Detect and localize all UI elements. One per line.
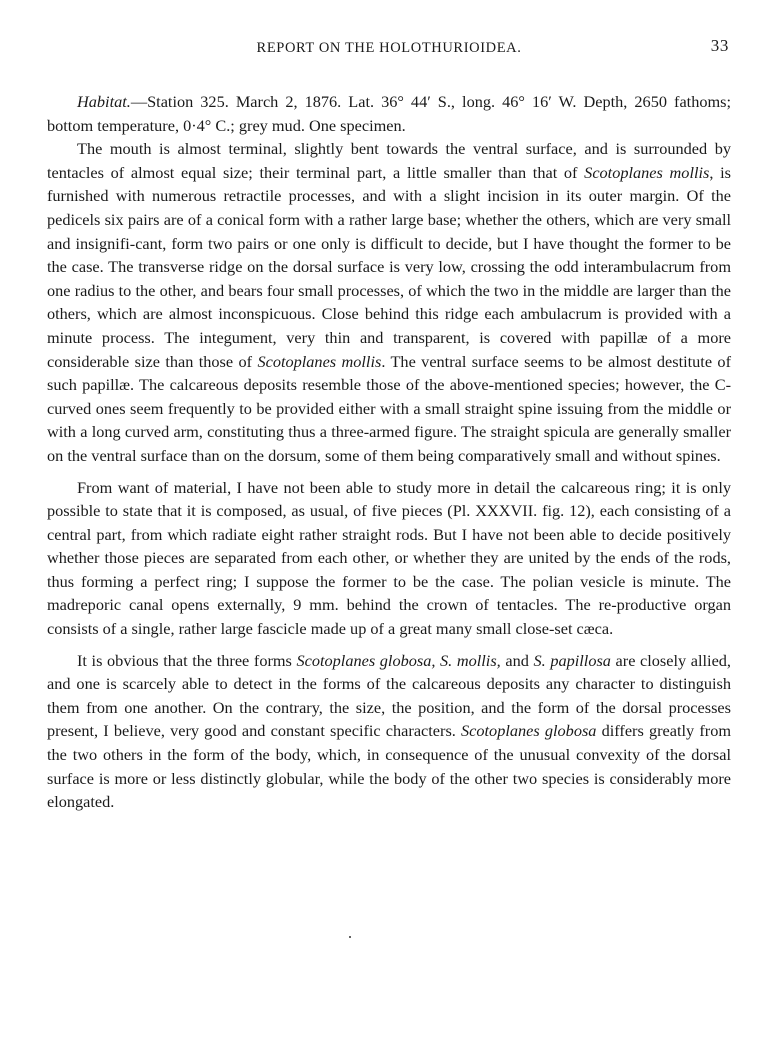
paragraph-habitat — [47, 90, 731, 137]
running-head — [47, 36, 731, 62]
text-run: —Station 325. March 2, 1876. Lat. 36° 44′ S., long. 46° 16′ W. Depth, 2650 fathoms; bottom temperature, 0·4° C.; grey mud. One specimen. — [47, 92, 731, 135]
page — [47, 36, 731, 814]
text-run: The mouth is almost terminal, slightly bent towards the ventral surface, and is surrounded by tentacles of almost equal size; their terminal part, a little smaller than that of — [47, 139, 731, 182]
paragraph-comparison — [47, 649, 731, 814]
text-run: . The ventral surface seems to be almost destitute of such papillæ. The calcareous deposits resemble those of the above-mentioned species; however, the C-curved ones seem frequently to be provided either with a small straight spine issuing from the middle or with a long curved arm, constituting thus a three-armed figure. The straight spicula are generally smaller on the ventral surface than on the dorsum, some of them being comparatively small and without spines. — [47, 351, 731, 465]
italic-run: S. papillosa — [533, 650, 611, 670]
text-run: and — [500, 650, 534, 670]
italic-run: Scotoplanes globosa, S. mollis, — [296, 650, 501, 670]
text-run: From want of material, I have not been able to study more in detail the calcareous ring; it is only possible to state that it is composed, as usual, of five pieces (Pl. XXXVII. fig. 12), each consisting of a central part, from which radiate eight rather straight rods. But I have not been able to decide positively whether those pieces are separated from each other, or whether they are united by the ends of the rods, thus forming a perfect ring; I suppose the former to be the case. The polian vesicle is minute. The madreporic canal opens externally, 9 mm. behind the crown of tentacles. The re-productive organ consists of a single, rather large fascicle made up of a great many small close-set cæca. — [47, 477, 731, 639]
text-run: , is furnished with numerous retractile processes, and with a slight incision in its outer margin. Of the pedicels six pairs are of a conical form with a rather large base; whether the others, which are very small and insignifi-cant, form two pairs or one only is difficult to decide, but I have thought the former to be the case. The transverse ridge on the dorsal surface is very low, crossing the odd interambulacrum from one radius to the other, and bears four small processes, of which the two in the middle are larger than the others, which are almost inconspicuous. Close behind this ridge each ambulacrum is provided with a minute process. The integument, very thin and transparent, is covered with papillæ of a more considerable size than those of — [47, 162, 731, 371]
italic-run: Scotoplanes globosa — [461, 721, 597, 741]
page-number: 33 — [710, 36, 729, 55]
text-run: differs greatly from the two others in the form of the body, which, in consequence of the unusual convexity of the dorsal surface is more or less distinctly globular, while the body of the other two species is considerably more elongated. — [47, 721, 732, 812]
text-run: It is obvious that the three forms — [77, 650, 297, 670]
paragraph-calcareous-ring — [47, 476, 731, 641]
stray-mark — [349, 936, 351, 938]
italic-run: Habitat. — [77, 92, 131, 111]
italic-run: Scotoplanes mollis — [257, 351, 382, 371]
paragraph-description — [47, 137, 731, 467]
body-text — [47, 90, 731, 814]
running-title: REPORT ON THE HOLOTHURIOIDEA. — [256, 40, 522, 56]
text-run: are closely allied, and one is scarcely able to detect in the forms of the calcareous deposits any character to distinguish them from one another. On the contrary, the size, the position, and the form of the dorsal processes present, I believe, very good and constant specific characters. — [47, 650, 732, 741]
italic-run: Scotoplanes mollis — [584, 162, 710, 182]
